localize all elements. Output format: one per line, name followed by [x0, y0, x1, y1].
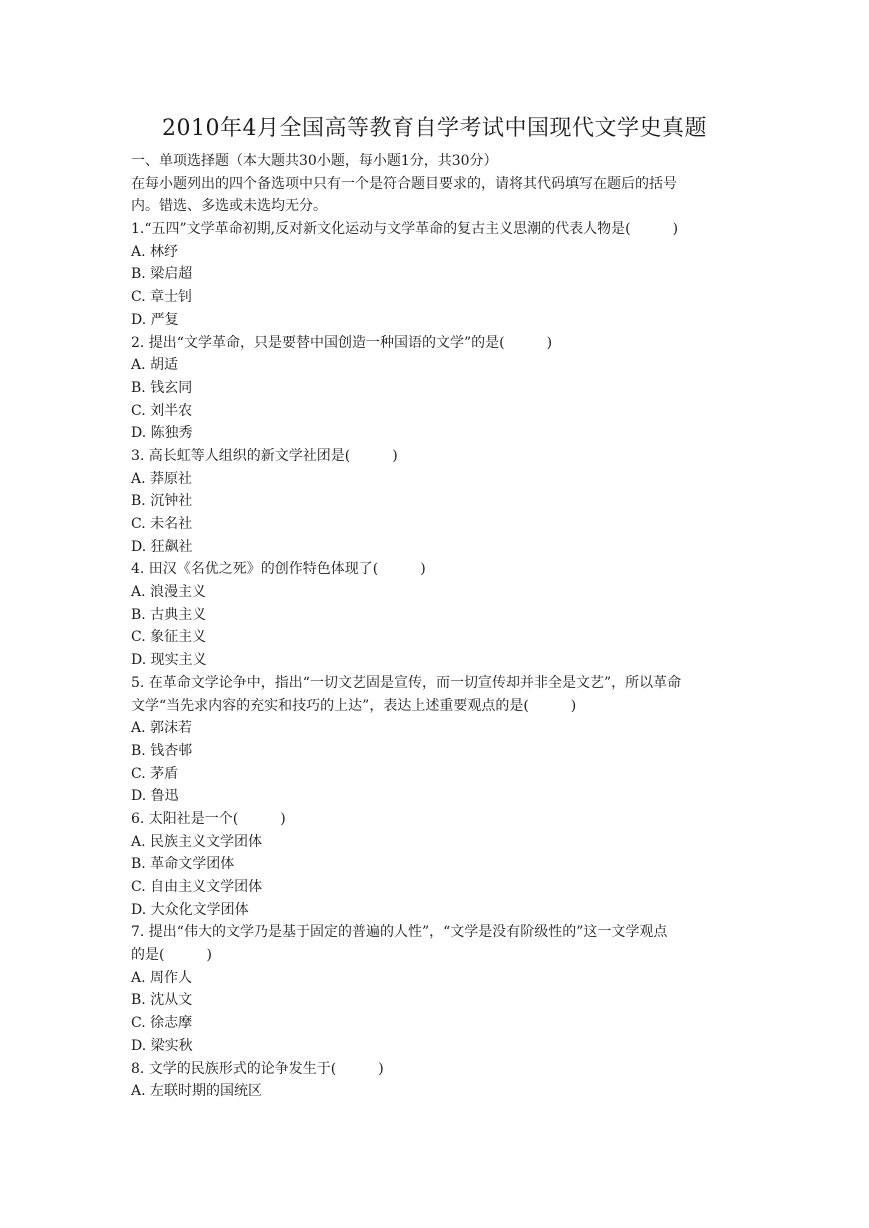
question-text: 的是( )	[131, 947, 212, 964]
answer-option: D. 现实主义	[131, 652, 207, 669]
question-text: 1.“五四”文学革命初期,反对新文化运动与文学革命的复古主义思潮的代表人物是( )	[131, 221, 679, 238]
instruction-line: 在每小题列出的四个备选项中只有一个是符合题目要求的，请将其代码填写在题后的括号	[131, 175, 677, 192]
document-body	[131, 150, 746, 1103]
question-text: 4. 田汉《名优之死》的创作特色体现了( )	[131, 561, 426, 578]
answer-option: A. 左联时期的国统区	[131, 1083, 263, 1100]
question-text: 2. 提出“文学革命，只是要替中国创造一种国语的文学”的是( )	[131, 334, 553, 351]
answer-option: A. 莽原社	[131, 470, 193, 487]
answer-option: B. 沉钟社	[131, 493, 193, 510]
answer-option: A. 民族主义文学团体	[131, 833, 263, 850]
answer-option: B. 古典主义	[131, 606, 207, 623]
answer-option: C. 徐志摩	[131, 1015, 193, 1032]
answer-option: C. 刘半农	[131, 402, 193, 419]
answer-option: C. 茅盾	[131, 765, 179, 782]
answer-option: D. 鲁迅	[131, 788, 179, 805]
question-text: 文学“当先求内容的充实和技巧的上达”，表达上述重要观点的是( )	[131, 697, 577, 714]
answer-option: B. 钱玄同	[131, 379, 193, 396]
answer-option: B. 钱杏邨	[131, 742, 193, 759]
answer-option: D. 严复	[131, 311, 179, 328]
answer-option: C. 章士钊	[131, 289, 193, 306]
section-heading: 一、单项选择题（本大题共30小题，每小题1分，共30分）	[131, 153, 498, 169]
answer-option: D. 大众化文学团体	[131, 901, 249, 918]
answer-option: A. 胡适	[131, 357, 179, 374]
answer-option: D. 狂飙社	[131, 538, 193, 555]
answer-option: B. 梁启超	[131, 266, 193, 283]
answer-option: A. 浪漫主义	[131, 584, 207, 601]
question-text: 8. 文学的民族形式的论争发生于( )	[131, 1060, 384, 1077]
answer-option: B. 沈从文	[131, 992, 193, 1009]
answer-option: C. 象征主义	[131, 629, 207, 646]
answer-option: A. 郭沫若	[131, 720, 193, 737]
answer-option: B. 革命文学团体	[131, 856, 235, 873]
document-title: 2010年4月全国高等教育自学考试中国现代文学史真题	[162, 116, 707, 141]
answer-option: C. 自由主义文学团体	[131, 879, 263, 895]
question-text: 5. 在革命文学论争中，指出“一切文艺固是宣传，而一切宣传却并非全是文艺”，所以革命	[131, 674, 682, 691]
answer-option: A. 林纾	[131, 243, 179, 260]
answer-option: D. 梁实秋	[131, 1037, 193, 1054]
answer-option: A. 周作人	[131, 969, 193, 986]
answer-option: C. 未名社	[131, 516, 193, 532]
question-text: 3. 高长虹等人组织的新文学社团是( )	[131, 447, 398, 464]
instruction-line: 内。错选、多选或未选均无分。	[131, 198, 327, 215]
question-text: 6. 太阳社是一个( )	[131, 810, 286, 827]
question-text: 7. 提出“伟大的文学乃是基于固定的普遍的人性”，“文学是没有阶级性的”这一文学观点	[131, 924, 668, 941]
answer-option: D. 陈独秀	[131, 425, 193, 442]
